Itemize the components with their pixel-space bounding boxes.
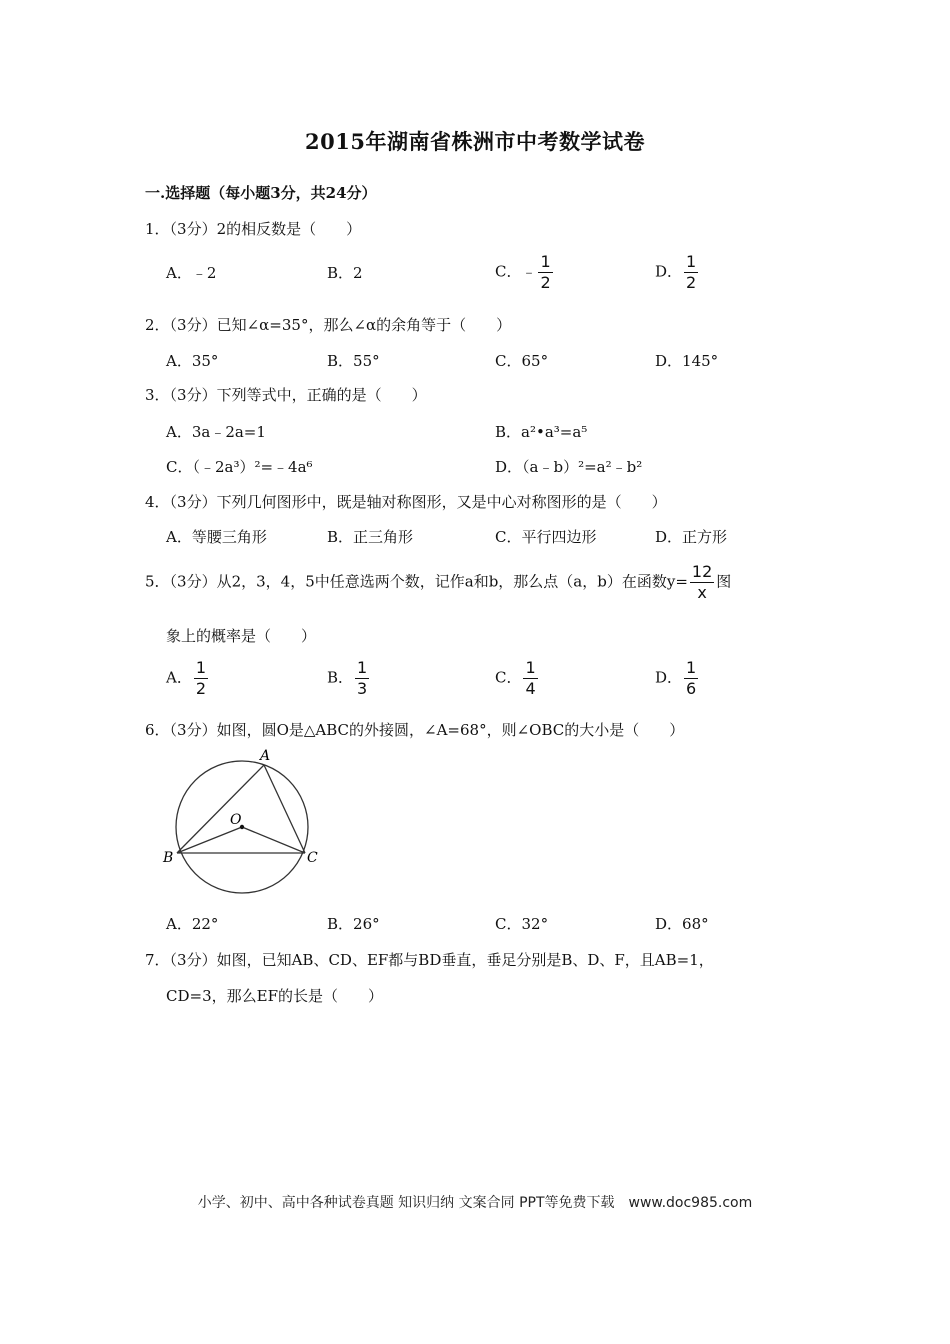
question-6-stem: 6．（3分）如图，圆O是△ABC的外接圆，∠A=68°，则∠OBC的大小是（ ）	[145, 721, 685, 739]
fraction-denominator: 3	[357, 679, 368, 698]
q5-option-d-prefix: D．	[655, 668, 683, 687]
q5-stem-tail: 图	[716, 572, 732, 591]
label-a: A	[260, 748, 271, 764]
question-3-stem: 3．（3分）下列等式中，正确的是（ ）	[145, 386, 427, 404]
q5-option-c-fraction	[523, 660, 537, 697]
section-heading: 一.选择题（每小题3分，共24分）	[145, 184, 377, 202]
fraction-denominator: 2	[195, 679, 207, 698]
fraction-denominator: 2	[540, 273, 551, 292]
q6-option-b: B．26°	[327, 915, 380, 933]
q5-option-c-prefix: C．	[495, 668, 522, 687]
q1-option-c	[495, 254, 555, 291]
segment-ab	[177, 765, 264, 853]
q3-option-a: A．3a﹣2a=1	[166, 423, 266, 441]
q6-option-c: C．32°	[495, 915, 549, 933]
fraction-numerator: 1	[686, 252, 697, 271]
q3-option-d: D．（a﹣b）²=a²﹣b²	[495, 458, 643, 476]
question-2-stem: 2．（3分）已知∠α=35°，那么∠α的余角等于（ ）	[145, 316, 512, 334]
q5-option-b	[327, 660, 371, 697]
q6-option-d: D．68°	[655, 915, 709, 933]
fraction-numerator: 1	[195, 658, 207, 677]
question-5-stem-line2: 象上的概率是（ ）	[166, 627, 317, 645]
q2-option-b: B．55°	[327, 352, 380, 370]
q1-option-c-fraction	[538, 254, 552, 291]
q4-option-b: B．正三角形	[327, 528, 414, 546]
page-footer: 小学、初中、高中各种试卷真题 知识归纳 文案合同 PPT等免费下载 www.doc985.com	[197, 1195, 753, 1211]
q4-option-a: A．等腰三角形	[166, 528, 267, 546]
q5-option-d	[655, 660, 700, 697]
segment-oc	[242, 827, 305, 853]
q5-option-c	[495, 660, 540, 697]
q5-option-a-fraction	[194, 660, 208, 697]
question-1-stem: 1．（3分）2的相反数是（ ）	[145, 220, 362, 238]
q1-option-d	[655, 254, 700, 291]
q1-option-d-prefix: D．	[655, 262, 683, 281]
page-title: 2015年湖南省株洲市中考数学试卷	[305, 129, 645, 154]
question-7-stem: 7．（3分）如图，已知AB、CD、EF都与BD垂直，垂足分别是B、D、F，且AB=1，	[145, 951, 714, 969]
label-b: B	[163, 850, 174, 866]
fraction-numerator: 1	[357, 658, 368, 677]
fraction-numerator: 1	[525, 658, 536, 677]
q4-option-c: C．平行四边形	[495, 528, 597, 546]
fraction-numerator: 12	[691, 562, 713, 581]
fraction-numerator: 1	[540, 252, 551, 271]
q3-option-c: C．（﹣2a³）²=﹣4a⁶	[166, 458, 313, 476]
q5-option-a	[166, 660, 210, 697]
circumcircle-figure	[160, 745, 330, 900]
q2-option-a: A．35°	[166, 352, 219, 370]
q5-option-a-prefix: A．	[166, 668, 192, 687]
q2-option-c: C．65°	[495, 352, 549, 370]
question-5-stem	[145, 564, 731, 601]
label-c: C	[307, 850, 318, 866]
fraction-numerator: 1	[686, 658, 697, 677]
q1-option-c-prefix: C．﹣	[495, 262, 537, 281]
segment-ac	[264, 765, 305, 853]
q5-option-b-prefix: B．	[327, 668, 354, 687]
segment-ob	[177, 827, 242, 853]
q5-function-fraction	[690, 564, 714, 601]
fraction-denominator: 2	[686, 273, 697, 292]
q5-option-d-fraction	[684, 660, 698, 697]
q2-option-d: D．145°	[655, 352, 719, 370]
q4-option-d: D．正方形	[655, 528, 728, 546]
fraction-denominator: x	[697, 583, 707, 602]
q1-option-d-fraction	[684, 254, 698, 291]
fraction-denominator: 4	[525, 679, 536, 698]
q1-option-a: A．﹣2	[166, 264, 217, 282]
q1-option-b: B．2	[327, 264, 363, 282]
q6-option-a: A．22°	[166, 915, 219, 933]
fraction-denominator: 6	[686, 679, 697, 698]
q5-stem-text: 5．（3分）从2，3，4，5中任意选两个数，记作a和b，那么点（a，b）在函数y=	[145, 572, 688, 591]
question-4-stem: 4．（3分）下列几何图形中，既是轴对称图形，又是中心对称图形的是（ ）	[145, 493, 667, 511]
question-7-stem-line2: CD=3，那么EF的长是（ ）	[166, 987, 383, 1005]
label-o: O	[230, 812, 242, 828]
q5-option-b-fraction	[355, 660, 369, 697]
q3-option-b: B．a²•a³=a⁵	[495, 423, 588, 441]
